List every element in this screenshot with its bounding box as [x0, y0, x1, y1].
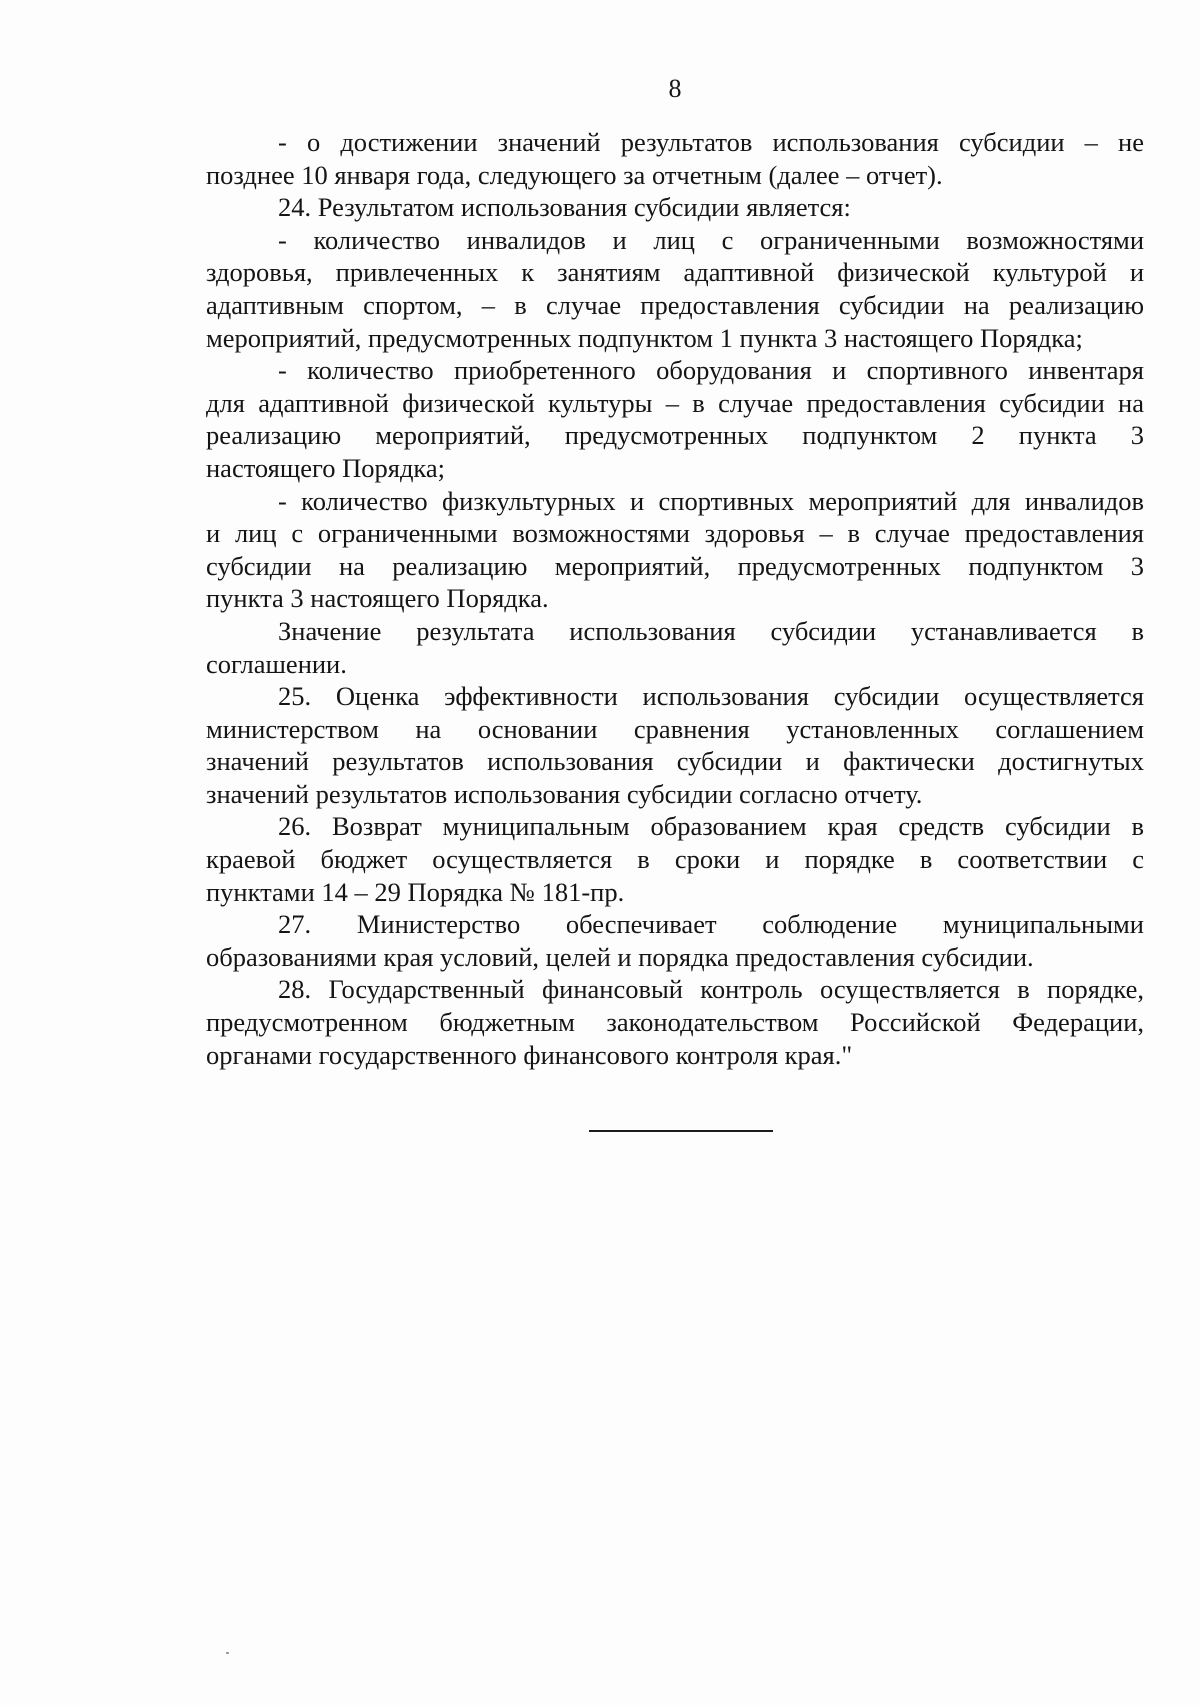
text-line: Значение результата использования субсидии устанавливается в	[278, 615, 1144, 646]
text-line: значений результатов использования субсидии согласно отчету.	[206, 778, 923, 809]
text-line: пункта 3 настоящего Порядка.	[206, 583, 549, 614]
paragraph	[206, 973, 1144, 1071]
text-line: 27. Министерство обеспечивает соблюдение муниципальными	[278, 909, 1144, 940]
text-line: реализацию мероприятий, предусмотренных подпунктом 2 пункта 3	[206, 420, 1144, 451]
text-line: - количество инвалидов и лиц с ограниченными возможностями	[278, 224, 1144, 255]
paragraph	[206, 680, 1144, 810]
paragraph	[206, 810, 1144, 908]
text-line: пунктами 14 – 29 Порядка № 181-пр.	[206, 876, 625, 907]
paragraph	[206, 224, 1144, 354]
text-line: - количество физкультурных и спортивных мероприятий для инвалидов	[278, 485, 1144, 516]
text-line: органами государственного финансового контроля края."	[206, 1039, 853, 1070]
text-line: соглашении.	[206, 648, 347, 679]
document-body	[206, 126, 1144, 1071]
paragraph	[206, 191, 1144, 224]
text-line: министерством на основании сравнения установленных соглашением	[206, 713, 1144, 744]
text-line: 28. Государственный финансовый контроль осуществляется в порядке,	[278, 974, 1144, 1005]
text-line: - количество приобретенного оборудования и спортивного инвентаря	[278, 355, 1144, 386]
text-line: здоровья, привлеченных к занятиям адаптивной физической культурой и	[206, 257, 1144, 288]
text-line: предусмотренном бюджетным законодательством Российской Федерации,	[206, 1007, 1144, 1038]
text-line: адаптивным спортом, – в случае предоставления субсидии на реализацию	[206, 289, 1144, 320]
paragraph	[206, 126, 1144, 191]
text-line: 25. Оценка эффективности использования субсидии осуществляется	[278, 681, 1144, 712]
text-line: - о достижении значений результатов использования субсидии – не	[278, 127, 1144, 157]
text-line: для адаптивной физической культуры – в случае предоставления субсидии на	[206, 387, 1144, 418]
paragraph	[206, 485, 1144, 615]
text-line: значений результатов использования субсидии и фактически достигнутых	[206, 746, 1144, 777]
paragraph	[206, 615, 1144, 680]
text-line: настоящего Порядка;	[206, 452, 446, 483]
text-line: 24. Результатом использования субсидии является:	[278, 192, 851, 223]
paragraph	[206, 908, 1144, 973]
page-number: 8	[668, 74, 682, 103]
text-line: субсидии на реализацию мероприятий, предусмотренных подпунктом 3	[206, 550, 1144, 581]
text-line: и лиц с ограниченными возможностями здоровья – в случае предоставления	[206, 518, 1144, 549]
text-line: краевой бюджет осуществляется в сроки и порядке в соответствии с	[206, 844, 1144, 875]
text-line: мероприятий, предусмотренных подпунктом 1 пункта 3 настоящего Порядка;	[206, 322, 1083, 353]
closing-rule	[589, 1130, 773, 1132]
scan-speck	[226, 1652, 229, 1654]
text-line: позднее 10 января года, следующего за отчетным (далее – отчет).	[206, 159, 943, 190]
paragraph	[206, 354, 1144, 484]
text-line: образованиями края условий, целей и порядка предоставления субсидии.	[206, 941, 1034, 972]
text-line: 26. Возврат муниципальным образованием края средств субсидии в	[278, 811, 1144, 842]
